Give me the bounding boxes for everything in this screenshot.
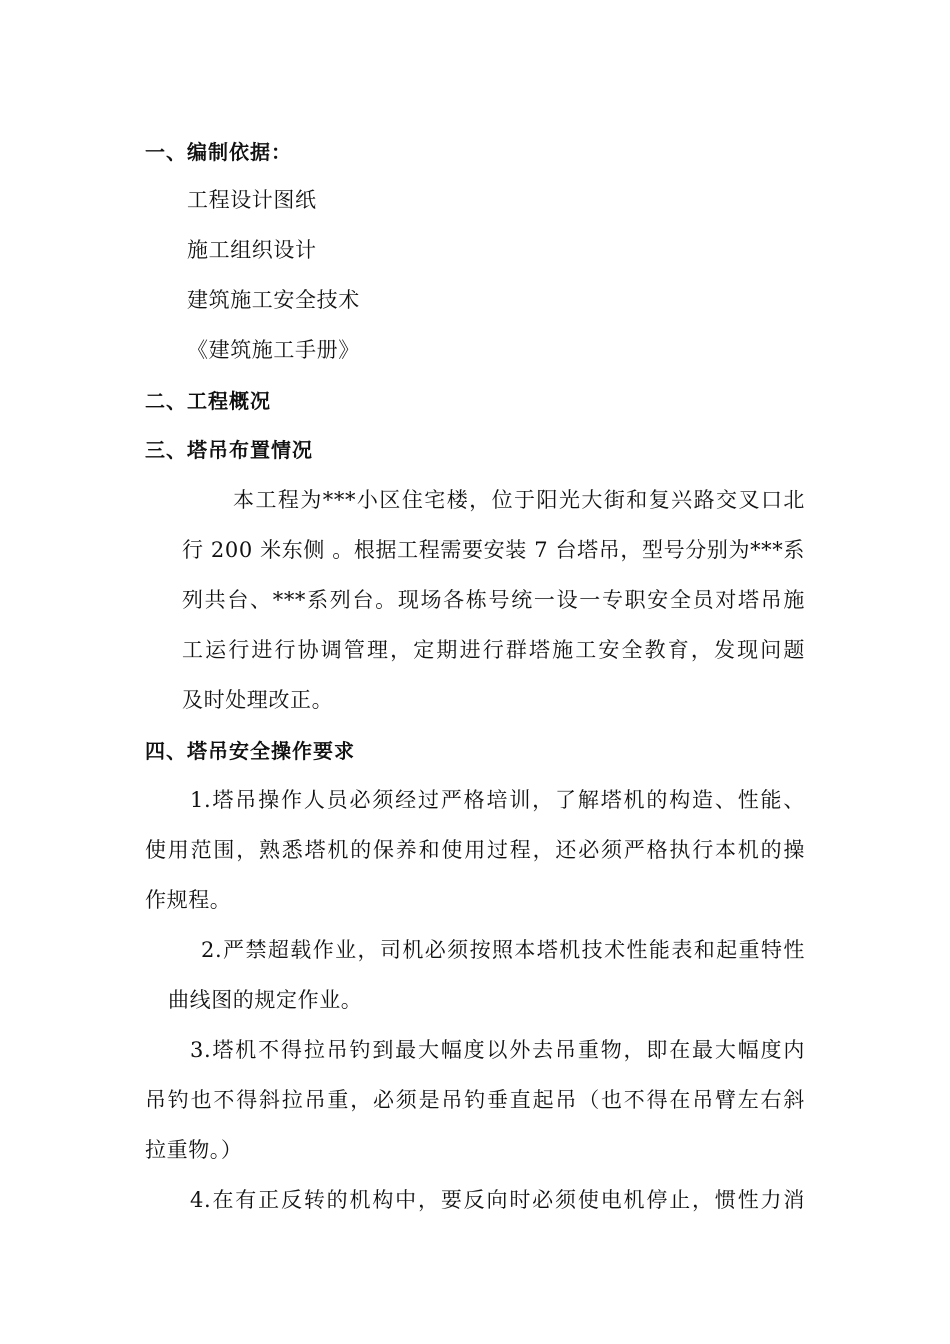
section-heading-safety-requirements: 四、塔吊安全操作要求 — [145, 739, 355, 763]
paragraph-line: 作规程。 — [145, 888, 232, 912]
section-heading-basis: 一、编制依据： — [145, 140, 292, 164]
basis-item: 施工组织设计 — [187, 238, 317, 262]
paragraph-line: 拉重物。） — [145, 1138, 243, 1162]
basis-item: 《建筑施工手册》 — [187, 338, 360, 362]
paragraph-line: 4.在有正反转的机构中，要反向时必须使电机停止，惯性力消 — [190, 1188, 805, 1212]
paragraph-line: 列共台、***系列台。现场各栋号统一设一专职安全员对塔吊施 — [182, 588, 805, 612]
paragraph-line: 使用范围，熟悉塔机的保养和使用过程，还必须严格执行本机的操 — [145, 838, 805, 862]
paragraph-line: 2.严禁超载作业，司机必须按照本塔机技术性能表和起重特性 — [201, 938, 805, 962]
paragraph-line: 曲线图的规定作业。 — [168, 988, 363, 1012]
paragraph-line: 1.塔吊操作人员必须经过严格培训，了解塔机的构造、性能、 — [190, 788, 805, 812]
paragraph-line: 吊钓也不得斜拉吊重，必须是吊钓垂直起吊（也不得在吊臂左右斜 — [145, 1088, 805, 1112]
paragraph-line: 行 200 米东侧 。根据工程需要安装 7 台塔吊，型号分别为***系 — [182, 538, 805, 562]
paragraph-line: 及时处理改正。 — [182, 688, 334, 712]
section-heading-crane-layout: 三、塔吊布置情况 — [145, 438, 313, 462]
paragraph-line: 工运行进行协调管理，定期进行群塔施工安全教育，发现问题 — [182, 638, 805, 662]
paragraph-line: 3.塔机不得拉吊钓到最大幅度以外去吊重物，即在最大幅度内 — [190, 1038, 805, 1062]
basis-item: 建筑施工安全技术 — [187, 288, 360, 312]
paragraph-line: 本工程为***小区住宅楼，位于阳光大街和复兴路交叉口北 — [233, 488, 805, 512]
basis-item: 工程设计图纸 — [187, 188, 317, 212]
section-heading-overview: 二、工程概况 — [145, 389, 271, 413]
